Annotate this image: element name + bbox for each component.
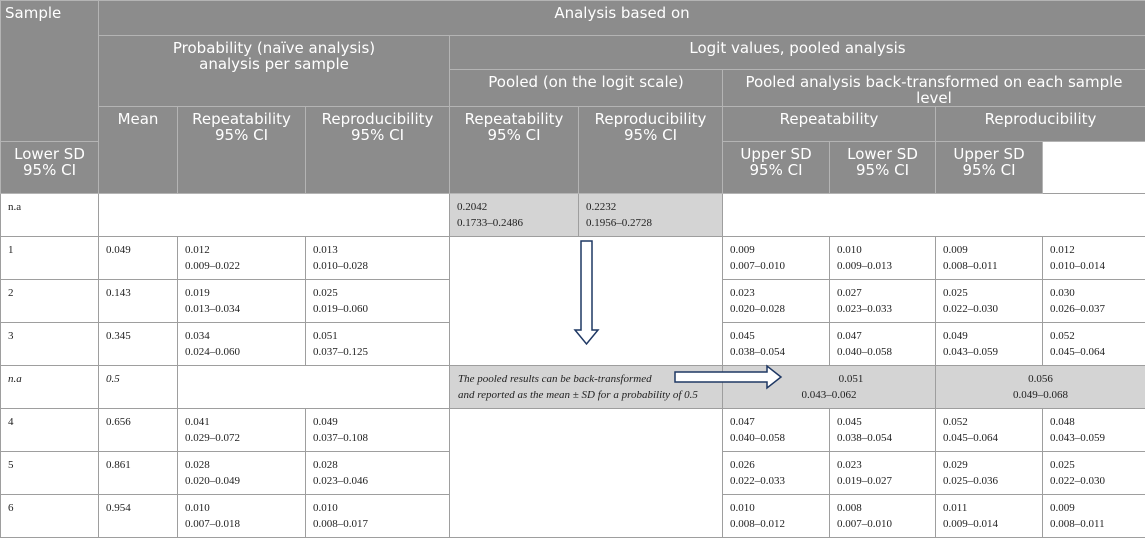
- header-probability-line1: Probability (naïve analysis): [102, 40, 446, 56]
- cell-repro-lower: [936, 237, 1043, 280]
- header-repro-upper-sd-label: Upper SD: [939, 146, 1039, 162]
- cell-sample: n.a: [1, 366, 99, 409]
- header-repro-lower-sd-ci: 95% CI: [833, 162, 932, 178]
- cell-sample: 4: [1, 409, 99, 452]
- cell-ci: 0.029–0.072: [185, 430, 305, 446]
- header-pooled-logit-scale: Pooled (on the logit scale): [450, 70, 723, 107]
- header-probability: [99, 36, 450, 107]
- cell-value: 0.013: [313, 242, 449, 258]
- header-rep-lower-sd-label: Lower SD: [4, 146, 95, 162]
- cell-ci: 0.045–0.064: [943, 430, 1042, 446]
- cell-ci: 0.009–0.013: [837, 258, 935, 274]
- cell-ci: 0.043–0.059: [1050, 430, 1145, 446]
- cell-rep-lower: [723, 323, 830, 366]
- cell-repro-upper: [1043, 237, 1145, 280]
- cell-ci: 0.023–0.046: [313, 473, 449, 489]
- cell-ci: 0.024–0.060: [185, 344, 305, 360]
- header-analysis-based-on: Analysis based on: [99, 1, 1145, 36]
- header-pooled-reproducibility: [579, 107, 723, 194]
- cell-value: 0.010: [185, 500, 305, 516]
- header-probability-line2: analysis per sample: [102, 56, 446, 72]
- cell-value: 0.048: [1050, 414, 1145, 430]
- cell-ci: 0.025–0.036: [943, 473, 1042, 489]
- cell-ci: 0.022–0.033: [730, 473, 829, 489]
- cell-prob-reproducibility: [306, 495, 450, 538]
- cell-value: 0.049: [313, 414, 449, 430]
- cell-repro-upper: [1043, 495, 1145, 538]
- header-prob-repeatability-label: Repeatability: [181, 111, 302, 127]
- cell-prob-repeatability: [178, 452, 306, 495]
- cell-value: 0.049: [943, 328, 1042, 344]
- cell-value: 0.011: [943, 500, 1042, 516]
- cell-ci: 0.007–0.010: [837, 516, 935, 532]
- header-prob-reproducibility: [306, 107, 450, 194]
- cell-prob-reproducibility: [306, 280, 450, 323]
- header-prob-reproducibility-ci: 95% CI: [309, 127, 446, 143]
- table-row: [1, 237, 1145, 280]
- cell-rep-upper: [830, 323, 936, 366]
- cell-value: 0.012: [1050, 242, 1145, 258]
- cell-mean: 0.954: [99, 495, 178, 538]
- header-pooled-reproducibility-label: Reproducibility: [582, 111, 719, 127]
- cell-sample: 6: [1, 495, 99, 538]
- header-prob-repeatability-ci: 95% CI: [181, 127, 302, 143]
- cell-value: 0.028: [185, 457, 305, 473]
- cell-prob-reproducibility: [306, 237, 450, 280]
- cell-pooled-reproducibility: [579, 194, 723, 237]
- cell-rep-lower: [723, 409, 830, 452]
- cell-half-reproducibility: [936, 366, 1145, 409]
- cell-rep-lower: [723, 237, 830, 280]
- cell-ci: 0.009–0.022: [185, 258, 305, 274]
- cell-value: 0.023: [837, 457, 935, 473]
- cell-value: 0.047: [730, 414, 829, 430]
- cell-prob-reproducibility: [306, 452, 450, 495]
- cell-rep-upper: [830, 495, 936, 538]
- cell-half-repeatability: [723, 366, 936, 409]
- header-pooled-repeatability-ci: 95% CI: [453, 127, 575, 143]
- cell-ci: 0.007–0.010: [730, 258, 829, 274]
- cell-value: 0.2232: [586, 199, 722, 215]
- arrow-area-top: [450, 237, 723, 366]
- cell-value: 0.023: [730, 285, 829, 301]
- note-line-2: and reported as the mean ± SD for a probability of 0.5: [458, 387, 722, 403]
- cell-ci: 0.007–0.018: [185, 516, 305, 532]
- header-pooled-repeatability: [450, 107, 579, 194]
- cell-repro-lower: [936, 323, 1043, 366]
- cell-ci: 0.037–0.125: [313, 344, 449, 360]
- header-pooled-back-transformed: Pooled analysis back-transformed on each sample level: [723, 70, 1145, 107]
- cell-ci: 0.022–0.030: [943, 301, 1042, 317]
- cell-repro-lower: [936, 409, 1043, 452]
- cell-mean: 0.345: [99, 323, 178, 366]
- cell-ci: 0.043–0.059: [943, 344, 1042, 360]
- cell-sample: n.a: [1, 194, 99, 237]
- cell-prob-repeatability: [178, 495, 306, 538]
- cell-ci: 0.010–0.028: [313, 258, 449, 274]
- cell-prob-repeatability: [178, 280, 306, 323]
- cell-ci: 0.045–0.064: [1050, 344, 1145, 360]
- cell-ci: 0.040–0.058: [730, 430, 829, 446]
- cell-ci: 0.008–0.012: [730, 516, 829, 532]
- cell-empty: [178, 366, 450, 409]
- cell-repro-upper: [1043, 280, 1145, 323]
- cell-prob-repeatability: [178, 237, 306, 280]
- cell-ci: 0.013–0.034: [185, 301, 305, 317]
- cell-ci: 0.008–0.017: [313, 516, 449, 532]
- cell-value: 0.010: [837, 242, 935, 258]
- cell-value: 0.045: [730, 328, 829, 344]
- cell-value: 0.025: [1050, 457, 1145, 473]
- table-row: [1, 194, 1145, 237]
- header-rep-upper-sd-ci: 95% CI: [726, 162, 826, 178]
- cell-prob-repeatability: [178, 409, 306, 452]
- cell-mean: 0.656: [99, 409, 178, 452]
- cell-value: 0.010: [730, 500, 829, 516]
- cell-prob-reproducibility: [306, 409, 450, 452]
- cell-value: 0.045: [837, 414, 935, 430]
- cell-rep-lower: [723, 280, 830, 323]
- cell-rep-lower: [723, 452, 830, 495]
- cell-repro-lower: [936, 495, 1043, 538]
- cell-prob-reproducibility: [306, 323, 450, 366]
- cell-ci: 0.023–0.033: [837, 301, 935, 317]
- cell-ci: 0.008–0.011: [1050, 516, 1145, 532]
- table-row-probability-half: [1, 366, 1145, 409]
- cell-mean: 0.5: [99, 366, 178, 409]
- cell-mean: 0.143: [99, 280, 178, 323]
- cell-ci: 0.020–0.049: [185, 473, 305, 489]
- cell-ci: 0.008–0.011: [943, 258, 1042, 274]
- cell-ci: 0.022–0.030: [1050, 473, 1145, 489]
- cell-rep-upper: [830, 409, 936, 452]
- cell-value: 0.026: [730, 457, 829, 473]
- cell-value: 0.029: [943, 457, 1042, 473]
- header-rep-lower-sd-ci: 95% CI: [4, 162, 95, 178]
- header-repro-upper-sd-ci: 95% CI: [939, 162, 1039, 178]
- cell-value: 0.030: [1050, 285, 1145, 301]
- cell-sample: 5: [1, 452, 99, 495]
- cell-value: 0.009: [730, 242, 829, 258]
- cell-value: 0.012: [185, 242, 305, 258]
- note-line-1: The pooled results can be back-transformed: [458, 371, 722, 387]
- cell-ci: 0.049–0.068: [936, 387, 1145, 403]
- cell-value: 0.052: [1050, 328, 1145, 344]
- header-repro-lower-sd-label: Lower SD: [833, 146, 932, 162]
- header-mean: Mean: [99, 107, 178, 194]
- cell-rep-upper: [830, 452, 936, 495]
- header-rep-upper-sd: [723, 142, 830, 194]
- cell-rep-lower: [723, 495, 830, 538]
- cell-value: 0.025: [943, 285, 1042, 301]
- cell-repro-lower: [936, 452, 1043, 495]
- header-prob-reproducibility-label: Reproducibility: [309, 111, 446, 127]
- cell-rep-upper: [830, 237, 936, 280]
- cell-value: 0.025: [313, 285, 449, 301]
- cell-empty: [723, 194, 1145, 237]
- header-rep-lower-sd: [1, 142, 99, 194]
- cell-value: 0.052: [943, 414, 1042, 430]
- cell-rep-upper: [830, 280, 936, 323]
- cell-value: 0.041: [185, 414, 305, 430]
- cell-mean: 0.049: [99, 237, 178, 280]
- header-bt-repeatability: Repeatability: [723, 107, 936, 142]
- back-transform-note: [450, 366, 723, 409]
- header-pooled-reproducibility-ci: 95% CI: [582, 127, 719, 143]
- cell-value: 0.056: [936, 371, 1145, 387]
- cell-prob-repeatability: [178, 323, 306, 366]
- header-rep-upper-sd-label: Upper SD: [726, 146, 826, 162]
- cell-ci: 0.043–0.062: [723, 387, 935, 403]
- cell-ci: 0.038–0.054: [837, 430, 935, 446]
- cell-repro-upper: [1043, 452, 1145, 495]
- cell-repro-lower: [936, 280, 1043, 323]
- cell-ci: 0.026–0.037: [1050, 301, 1145, 317]
- cell-value: 0.051: [723, 371, 935, 387]
- cell-ci: 0.040–0.058: [837, 344, 935, 360]
- cell-ci: 0.1956–0.2728: [586, 215, 722, 231]
- cell-pooled-repeatability: [450, 194, 579, 237]
- header-bt-reproducibility: Reproducibility: [936, 107, 1145, 142]
- cell-ci: 0.019–0.027: [837, 473, 935, 489]
- table-row: [1, 409, 1145, 452]
- header-repro-upper-sd: [936, 142, 1043, 194]
- cell-ci: 0.037–0.108: [313, 430, 449, 446]
- cell-repro-upper: [1043, 409, 1145, 452]
- header-sample: Sample: [1, 1, 99, 142]
- cell-value: 0.010: [313, 500, 449, 516]
- cell-ci: 0.1733–0.2486: [457, 215, 578, 231]
- cell-sample: 2: [1, 280, 99, 323]
- cell-ci: 0.009–0.014: [943, 516, 1042, 532]
- cell-value: 0.047: [837, 328, 935, 344]
- cell-ci: 0.019–0.060: [313, 301, 449, 317]
- cell-ci: 0.038–0.054: [730, 344, 829, 360]
- header-pooled-repeatability-label: Repeatability: [453, 111, 575, 127]
- cell-empty: [99, 194, 450, 237]
- empty-area-bottom: [450, 409, 723, 538]
- cell-value: 0.009: [1050, 500, 1145, 516]
- cell-value: 0.008: [837, 500, 935, 516]
- cell-repro-upper: [1043, 323, 1145, 366]
- header-repro-lower-sd: [830, 142, 936, 194]
- cell-ci: 0.020–0.028: [730, 301, 829, 317]
- cell-value: 0.027: [837, 285, 935, 301]
- cell-mean: 0.861: [99, 452, 178, 495]
- header-logit-pooled: Logit values, pooled analysis: [450, 36, 1145, 70]
- header-prob-repeatability: [178, 107, 306, 194]
- cell-value: 0.2042: [457, 199, 578, 215]
- cell-ci: 0.010–0.014: [1050, 258, 1145, 274]
- cell-value: 0.034: [185, 328, 305, 344]
- cell-sample: 3: [1, 323, 99, 366]
- cell-sample: 1: [1, 237, 99, 280]
- cell-value: 0.009: [943, 242, 1042, 258]
- cell-value: 0.019: [185, 285, 305, 301]
- cell-value: 0.051: [313, 328, 449, 344]
- cell-value: 0.028: [313, 457, 449, 473]
